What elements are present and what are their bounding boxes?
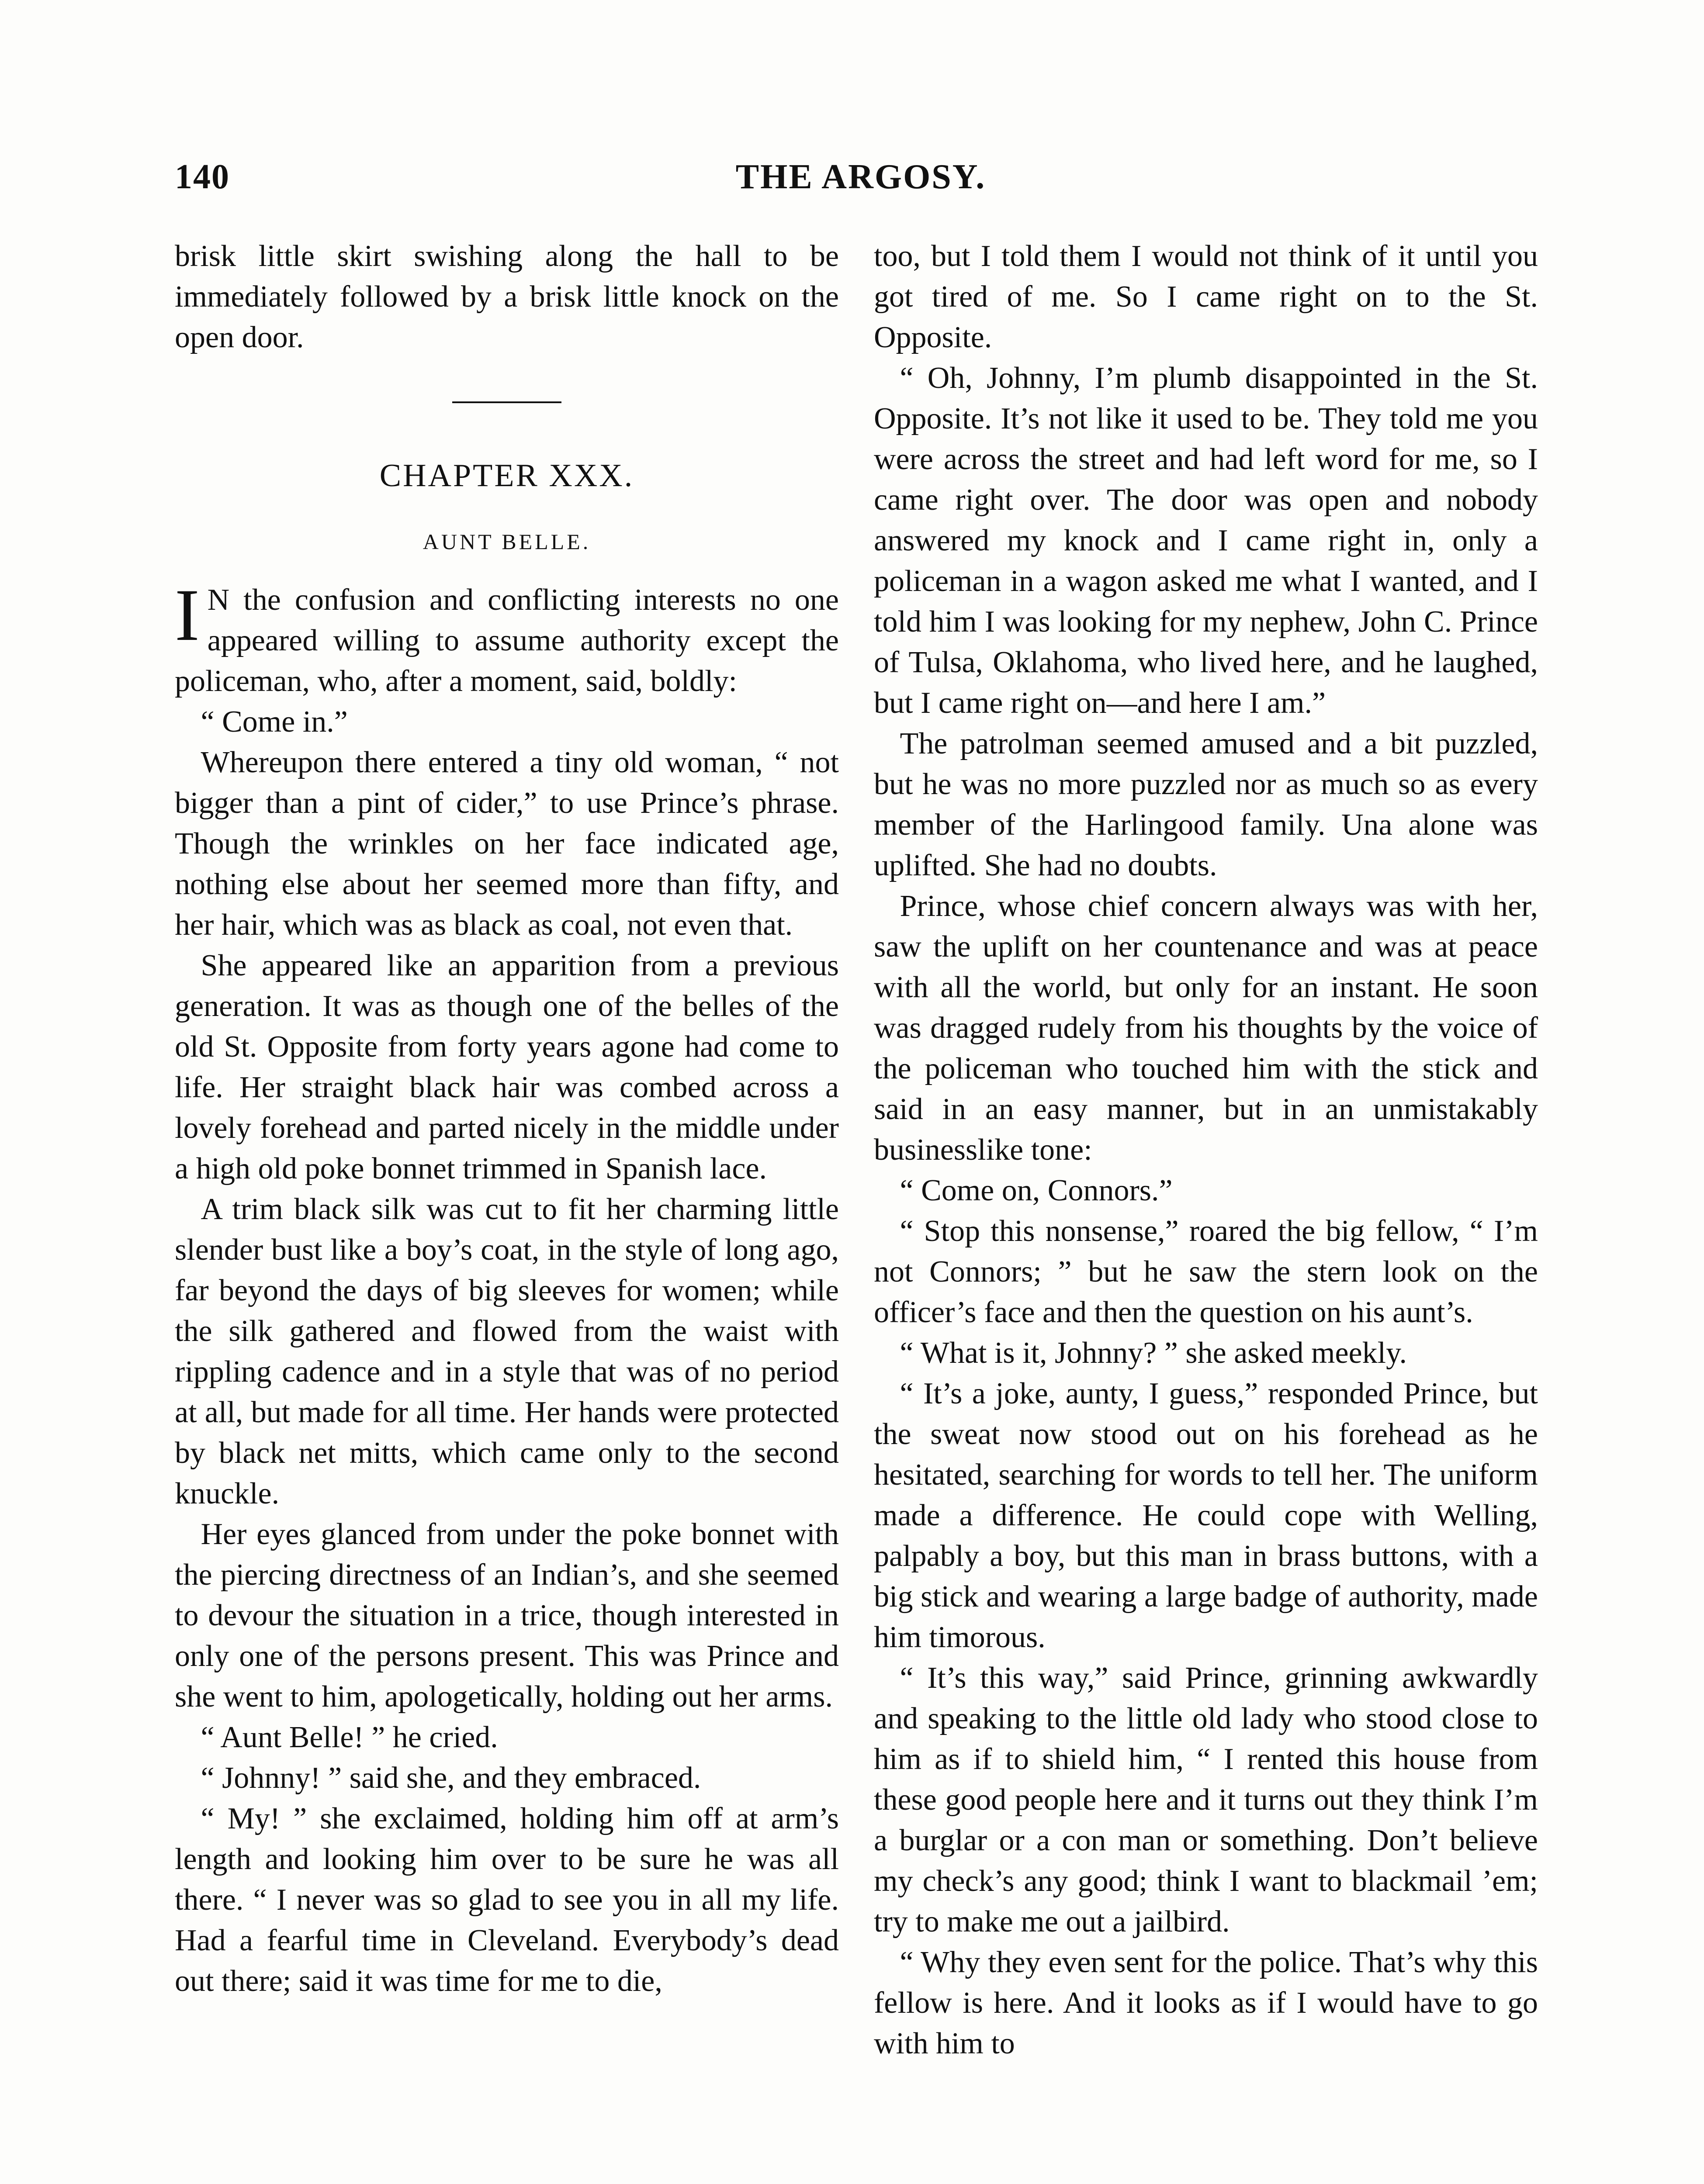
paragraph: “ My! ” she exclaimed, holding him off at arm’s length and looking him over to be sure he was all there. “ I never was so glad to see you in all my life. Had a fearful time in Cleveland. Everybody’s dead out there; said it was time for me to die,	[175, 1802, 839, 1998]
paragraph: “ Johnny! ” said she, and they embraced.	[201, 1761, 701, 1795]
paragraph: She appeared like an apparition from a previous generation. It was as though one of the belles of the old St. Opposite from forty years agone had come to life. Her straight black hair was combed across a lovely forehead and parted nicely in the middle under a high old poke bonnet trimmed in Spanish lace.	[175, 949, 839, 1185]
chapter-subtitle: AUNT BELLE.	[423, 529, 591, 554]
paragraph: “ What is it, Johnny? ” she asked meekly.	[900, 1336, 1407, 1370]
left-column	[175, 236, 839, 2001]
right-column	[874, 236, 1538, 2064]
paragraph: too, but I told them I would not think of it until you got tired of me. So I came right on to the St. Opposite.	[874, 239, 1538, 354]
paragraph: “ Come on, Connors.”	[900, 1174, 1173, 1207]
paragraph: “ Aunt Belle! ” he cried.	[201, 1721, 498, 1754]
drop-cap: I	[175, 574, 200, 656]
paragraph: brisk little skirt swishing along the hall to be immediately followed by a brisk little knock on the open door.	[175, 239, 839, 354]
paragraph: The patrolman seemed amused and a bit puzzled, but he was no more puzzled nor as much so as every member of the Harlingood family. Una alone was uplifted. She had no doubts.	[874, 727, 1538, 882]
paragraph: A trim black silk was cut to fit her charming little slender bust like a boy’s coat, in the style of long ago, far beyond the days of big sleeves for women; while the silk gathered and flowed from the waist with rippling cadence and in a style that was of no period at all, but made for all time. Her hands were protected by black net mitts, which came only to the second knuckle.	[175, 1192, 839, 1510]
paragraph: “ Come in.”	[201, 705, 348, 739]
running-head: THE ARGOSY.	[735, 158, 986, 196]
paragraph: Her eyes glanced from under the poke bonnet with the piercing directness of an Indian’s, and she seemed to devour the situation in a trice, though interested in only one of the persons present. This was Prince and she went to him, apologetically, holding out her arms.	[175, 1517, 839, 1714]
paragraph: Prince, whose chief concern always was with her, saw the uplift on her countenance and was at peace with all the world, but only for an instant. He soon was dragged rudely from his thoughts by the voice of the policeman who touched him with the stick and said in an easy manner, but in an unmistakably businesslike tone:	[874, 889, 1538, 1167]
chapter-title: CHAPTER XXX.	[379, 458, 634, 494]
paragraph: Whereupon there entered a tiny old woman, “ not bigger than a pint of cider,” to use Prince’s phrase. Though the wrinkles on her face indicated age, nothing else about her seemed more than fifty, and her hair, which was as black as coal, not even that.	[175, 746, 839, 942]
section-divider	[452, 401, 561, 403]
paragraph: “ Why they even sent for the police. That’s why this fellow is here. And it looks as if I would have to go with him to	[874, 1946, 1538, 2060]
paragraph: “ It’s a joke, aunty, I guess,” responded Prince, but the sweat now stood out on his forehead as he hesitated, searching for words to tell her. The uniform made a difference. He could cope with Welling, palpably a boy, but this man in brass buttons, with a big stick and wearing a large badge of authority, made him timorous.	[874, 1377, 1538, 1654]
page-header	[175, 157, 1547, 218]
paragraph-text: N the confusion and conflicting interests no one appeared willing to assume authority except the policeman, who, after a moment, said, boldly:	[175, 583, 839, 698]
paragraph: “ Stop this nonsense,” roared the big fellow, “ I’m not Connors; ” but he saw the stern look on the officer’s face and then the question on his aunt’s.	[874, 1214, 1538, 1329]
paragraph: “ Oh, Johnny, I’m plumb disappointed in the St. Opposite. It’s not like it used to be. They told me you were across the street and had left word for me, so I came right over. The door was open and nobody answered my knock and I came right in, only a policeman in a wagon asked me what I wanted, and I told him I was looking for my nephew, John C. Prince of Tulsa, Oklahoma, who lived here, and he laughed, but I came right on—and here I am.”	[874, 361, 1538, 720]
page-number: 140	[175, 158, 230, 196]
paragraph: “ It’s this way,” said Prince, grinning awkwardly and speaking to the little old lady who stood close to him as if to shield him, “ I rented this house from these good people here and it turns out they think I’m a burglar or a con man or something. Don’t believe my check’s any good; think I want to blackmail ’em; try to make me out a jailbird.	[874, 1661, 1538, 1939]
opening-paragraph	[175, 574, 839, 702]
